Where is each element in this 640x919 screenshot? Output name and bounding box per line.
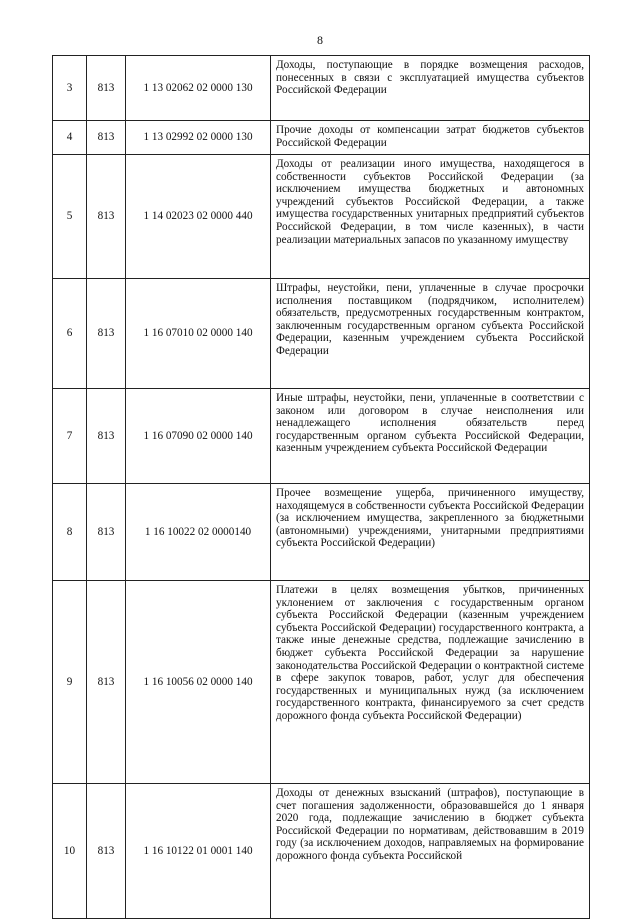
- row-number: 4: [53, 121, 87, 155]
- table-row: [53, 784, 590, 919]
- table-row: [53, 56, 590, 121]
- table-row: [53, 389, 590, 484]
- budget-classification-code: 1 16 07090 02 0000 140: [126, 389, 271, 484]
- revenue-description: Доходы от реализации иного имущества, находящегося в собственности субъектов Российской Федерации (за исключением имущества бюджетных и автономных учреждений субъектов Российской Федерации, а также имущества государственных унитарных предприятий субъектов Российской Федерации, в том числе казенных), в части реализации материальных запасов по указанному имуществу: [271, 155, 590, 279]
- budget-classification-code: 1 13 02992 02 0000 130: [126, 121, 271, 155]
- admin-code: 813: [87, 784, 126, 919]
- table-row: [53, 279, 590, 389]
- budget-classification-code: 1 16 10022 02 0000140: [126, 484, 271, 581]
- revenue-description: Штрафы, неустойки, пени, уплаченные в случае просрочки исполнения поставщиком (подрядчиком, исполнителем) обязательств, предусмотренных государственным контрактом, заключенным государственным органом субъекта Российской Федерации, казенным учреждением субъекта Российской Федерации: [271, 279, 590, 389]
- admin-code: 813: [87, 279, 126, 389]
- admin-code: 813: [87, 389, 126, 484]
- row-number: 9: [53, 581, 87, 784]
- budget-classification-code: 1 16 10056 02 0000 140: [126, 581, 271, 784]
- page-number: 8: [317, 33, 323, 47]
- admin-code: 813: [87, 155, 126, 279]
- row-number: 8: [53, 484, 87, 581]
- admin-code: 813: [87, 581, 126, 784]
- table-row: [53, 121, 590, 155]
- budget-classification-code: 1 16 07010 02 0000 140: [126, 279, 271, 389]
- budget-classification-code: 1 14 02023 02 0000 440: [126, 155, 271, 279]
- table-row: [53, 155, 590, 279]
- budget-classification-code: 1 16 10122 01 0001 140: [126, 784, 271, 919]
- admin-code: 813: [87, 56, 126, 121]
- row-number: 3: [53, 56, 87, 121]
- admin-code: 813: [87, 121, 126, 155]
- row-number: 10: [53, 784, 87, 919]
- row-number: 7: [53, 389, 87, 484]
- revenue-description: Иные штрафы, неустойки, пени, уплаченные в соответствии с законом или договором в случае неисполнения или ненадлежащего исполнения обязательств перед государственным органом субъекта Российской Федерации, казенным учреждением субъекта Российской Федерации: [271, 389, 590, 484]
- revenue-description: Доходы, поступающие в порядке возмещения расходов, понесенных в связи с эксплуатацией имущества субъектов Российской Федерации: [271, 56, 590, 121]
- table-row: [53, 581, 590, 784]
- budget-classification-code: 1 13 02062 02 0000 130: [126, 56, 271, 121]
- revenue-codes-table: [52, 55, 590, 919]
- admin-code: 813: [87, 484, 126, 581]
- row-number: 6: [53, 279, 87, 389]
- revenue-description: Прочие доходы от компенсации затрат бюджетов субъектов Российской Федерации: [271, 121, 590, 155]
- revenue-description: Прочее возмещение ущерба, причиненного имуществу, находящемуся в собственности субъекта Российской Федерации (за исключением имущества, закрепленного за бюджетными (автономными) учреждениями, унитарными предприятиями субъекта Российской Федерации): [271, 484, 590, 581]
- table-row: [53, 484, 590, 581]
- revenue-description: Платежи в целях возмещения убытков, причиненных уклонением от заключения с государственным органом субъекта Российской Федерации (казенным учреждением субъекта Российской Федерации) государственного контракта, а также иные денежные средства, подлежащие зачислению в бюджет субъекта Российской Федерации за нарушение законодательства Российской Федерации о контрактной системе в сфере закупок товаров, работ, услуг для обеспечения государственных и муниципальных нужд (за исключением государственного контракта, финансируемого за счет средств дорожного фонда субъекта Российской Федерации): [271, 581, 590, 784]
- row-number: 5: [53, 155, 87, 279]
- revenue-description: Доходы от денежных взысканий (штрафов), поступающие в счет погашения задолженности, образовавшейся до 1 января 2020 года, подлежащие зачислению в бюджет субъекта Российской Федерации по нормативам, действовавшим в 2019 году (за исключением доходов, направляемых на формирование дорожного фонда субъекта Российской: [271, 784, 590, 919]
